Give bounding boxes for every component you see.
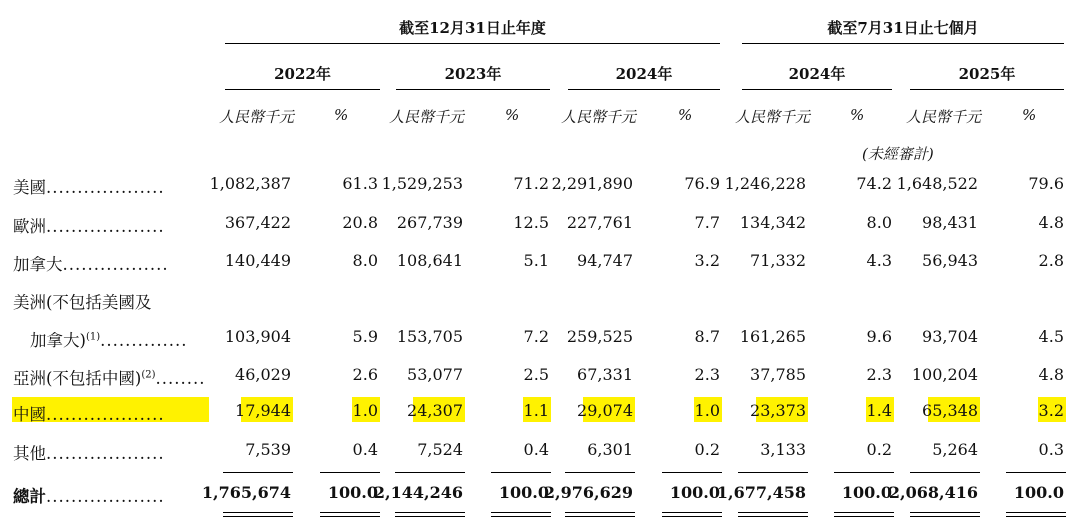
cell-pct: 1.4 xyxy=(866,401,892,420)
cell-pct: 76.9 xyxy=(684,174,720,193)
year-header: 2024年 xyxy=(788,65,846,83)
row-label xyxy=(13,401,165,425)
cell-amount: 227,761 xyxy=(566,213,633,232)
cell-pct: 0.4 xyxy=(523,440,549,459)
year-header-rule xyxy=(568,89,720,90)
cell-pct: 1.0 xyxy=(352,401,378,420)
cell-pct: 100.0 xyxy=(1013,483,1064,502)
total-double-rule-amount xyxy=(565,516,635,517)
cell-amount: 100,204 xyxy=(911,365,978,384)
cell-amount: 5,264 xyxy=(932,440,978,459)
cell-pct: 20.8 xyxy=(342,213,378,232)
cell-amount: 65,348 xyxy=(922,401,978,420)
leader-dots: ................... xyxy=(46,217,165,236)
cell-amount: 17,944 xyxy=(235,401,291,420)
total-double-rule-pct xyxy=(491,516,551,517)
cell-amount: 103,904 xyxy=(224,327,291,346)
cell-amount: 29,074 xyxy=(577,401,633,420)
leader-dots: ................... xyxy=(46,487,165,506)
cell-pct: 7.7 xyxy=(694,213,720,232)
leader-dots: ................... xyxy=(46,405,165,424)
leader-dots: ........ xyxy=(155,369,206,388)
total-double-rule-pct xyxy=(491,512,551,513)
year-header: 2025年 xyxy=(958,65,1016,83)
cell-amount: 93,704 xyxy=(922,327,978,346)
cell-pct: 0.4 xyxy=(352,440,378,459)
total-double-rule-pct xyxy=(320,512,380,513)
subtotal-rule-amount xyxy=(910,472,980,473)
cell-pct: 4.5 xyxy=(1038,327,1064,346)
cell-pct: 12.5 xyxy=(513,213,549,232)
year-header-rule xyxy=(742,89,892,90)
row-label xyxy=(13,251,169,275)
total-double-rule-pct xyxy=(320,516,380,517)
total-double-rule-amount xyxy=(223,512,293,513)
subtotal-rule-amount xyxy=(395,472,465,473)
cell-amount: 1,082,387 xyxy=(209,174,291,193)
subtotal-rule-pct xyxy=(491,472,551,473)
subtotal-rule-amount xyxy=(565,472,635,473)
cell-amount: 1,246,228 xyxy=(724,174,806,193)
row-label xyxy=(13,483,165,507)
cell-pct: 5.1 xyxy=(523,251,549,270)
cell-pct: 79.6 xyxy=(1028,174,1064,193)
subtotal-rule-pct xyxy=(834,472,894,473)
total-double-rule-amount xyxy=(738,512,808,513)
cell-pct: 71.2 xyxy=(513,174,549,193)
cell-pct: 74.2 xyxy=(856,174,892,193)
cell-pct: 2.8 xyxy=(1038,251,1064,270)
header-seven-months-rule xyxy=(742,43,1064,44)
row-label-text: 中國 xyxy=(13,405,46,424)
cell-pct: 100.0 xyxy=(669,483,720,502)
cell-pct: 0.2 xyxy=(866,440,892,459)
cell-amount: 24,307 xyxy=(407,401,463,420)
cell-pct: 4.8 xyxy=(1038,365,1064,384)
total-double-rule-pct xyxy=(1006,512,1066,513)
cell-amount: 1,648,522 xyxy=(896,174,978,193)
row-label xyxy=(13,440,165,464)
cell-amount: 1,529,253 xyxy=(381,174,463,193)
unit-pct: % xyxy=(1022,106,1037,124)
cell-pct: 2.6 xyxy=(352,365,378,384)
total-double-rule-pct xyxy=(1006,516,1066,517)
leader-dots: ................. xyxy=(62,255,169,274)
cell-amount: 2,976,629 xyxy=(543,483,633,502)
cell-amount: 140,449 xyxy=(224,251,291,270)
total-double-rule-pct xyxy=(834,516,894,517)
total-double-rule-amount xyxy=(395,512,465,513)
cell-pct: 2.3 xyxy=(694,365,720,384)
cell-amount: 94,747 xyxy=(577,251,633,270)
unit-pct: % xyxy=(850,106,865,124)
cell-pct: 5.9 xyxy=(352,327,378,346)
row-label xyxy=(13,174,165,198)
cell-amount: 7,539 xyxy=(245,440,291,459)
subtotal-rule-pct xyxy=(662,472,722,473)
year-header-rule xyxy=(910,89,1064,90)
header-annual-rule xyxy=(225,43,720,44)
total-double-rule-amount xyxy=(910,512,980,513)
cell-pct: 9.6 xyxy=(866,327,892,346)
cell-amount: 37,785 xyxy=(750,365,806,384)
cell-pct: 4.8 xyxy=(1038,213,1064,232)
cell-amount: 108,641 xyxy=(396,251,463,270)
row-label-cont xyxy=(30,327,188,351)
header-seven-months: 截至7月31日止七個月 xyxy=(827,19,979,37)
row-label xyxy=(13,365,206,389)
total-double-rule-amount xyxy=(223,516,293,517)
leader-dots: .............. xyxy=(100,331,188,350)
cell-pct: 1.1 xyxy=(523,401,549,420)
total-double-rule-pct xyxy=(834,512,894,513)
header-annual: 截至12月31日止年度 xyxy=(399,19,546,37)
cell-amount: 46,029 xyxy=(235,365,291,384)
cell-amount: 1,677,458 xyxy=(716,483,806,502)
cell-pct: 7.2 xyxy=(523,327,549,346)
year-header: 2024年 xyxy=(615,65,673,83)
cell-pct: 61.3 xyxy=(342,174,378,193)
total-double-rule-pct xyxy=(662,516,722,517)
cell-amount: 2,291,890 xyxy=(551,174,633,193)
cell-amount: 259,525 xyxy=(566,327,633,346)
cell-amount: 56,943 xyxy=(922,251,978,270)
unit-pct: % xyxy=(505,106,520,124)
row-label-text: 歐洲 xyxy=(13,217,46,236)
cell-amount: 161,265 xyxy=(739,327,806,346)
cell-amount: 3,133 xyxy=(760,440,806,459)
unaudited-note: (未經審計) xyxy=(862,145,934,163)
footnote-marker: (2) xyxy=(141,369,156,381)
cell-pct: 100.0 xyxy=(841,483,892,502)
unit-rmb: 人民幣千元 xyxy=(389,108,465,126)
year-header: 2022年 xyxy=(274,65,331,83)
unit-rmb: 人民幣千元 xyxy=(561,108,637,126)
cell-pct: 3.2 xyxy=(1038,401,1064,420)
cell-pct: 100.0 xyxy=(498,483,549,502)
row-label-text: 總計 xyxy=(13,487,46,506)
cell-amount: 71,332 xyxy=(750,251,806,270)
cell-amount: 6,301 xyxy=(587,440,633,459)
cell-pct: 1.0 xyxy=(694,401,720,420)
cell-amount: 53,077 xyxy=(407,365,463,384)
cell-pct: 0.3 xyxy=(1038,440,1064,459)
total-double-rule-amount xyxy=(910,516,980,517)
subtotal-rule-pct xyxy=(1006,472,1066,473)
subtotal-rule-pct xyxy=(320,472,380,473)
cell-amount: 367,422 xyxy=(224,213,291,232)
unit-pct: % xyxy=(678,106,693,124)
unit-rmb: 人民幣千元 xyxy=(735,108,811,126)
row-label-text: 美國 xyxy=(13,178,46,197)
unit-rmb: 人民幣千元 xyxy=(906,108,982,126)
unit-rmb: 人民幣千元 xyxy=(219,108,295,126)
cell-amount: 267,739 xyxy=(396,213,463,232)
total-double-rule-amount xyxy=(565,512,635,513)
cell-pct: 2.3 xyxy=(866,365,892,384)
subtotal-rule-amount xyxy=(738,472,808,473)
cell-amount: 98,431 xyxy=(922,213,978,232)
subtotal-rule-amount xyxy=(223,472,293,473)
leader-dots: ................... xyxy=(46,444,165,463)
cell-pct: 4.3 xyxy=(866,251,892,270)
row-label-text: 其他 xyxy=(13,444,46,463)
cell-pct: 8.7 xyxy=(694,327,720,346)
cell-amount: 67,331 xyxy=(577,365,633,384)
year-header-rule xyxy=(225,89,380,90)
row-label: 美洲(不包括美國及 xyxy=(13,293,152,312)
cell-amount: 134,342 xyxy=(739,213,806,232)
cell-amount: 2,144,246 xyxy=(373,483,463,502)
total-double-rule-pct xyxy=(662,512,722,513)
year-header-rule xyxy=(396,89,550,90)
cell-pct: 100.0 xyxy=(327,483,378,502)
footnote-marker: (1) xyxy=(85,331,101,343)
row-label-text: 加拿大 xyxy=(13,255,63,274)
cell-pct: 0.2 xyxy=(694,440,720,459)
cell-pct: 8.0 xyxy=(352,251,378,270)
unit-pct: % xyxy=(334,106,349,124)
cell-pct: 2.5 xyxy=(523,365,549,384)
cell-amount: 1,765,674 xyxy=(201,483,291,502)
total-double-rule-amount xyxy=(395,516,465,517)
cell-pct: 3.2 xyxy=(694,251,720,270)
cell-amount: 153,705 xyxy=(396,327,463,346)
year-header: 2023年 xyxy=(444,65,502,83)
row-label xyxy=(13,213,165,237)
row-label-text: 加拿大) xyxy=(30,331,86,350)
cell-amount: 23,373 xyxy=(750,401,806,420)
total-double-rule-amount xyxy=(738,516,808,517)
cell-pct: 8.0 xyxy=(866,213,892,232)
row-label-text: 亞洲(不包括中國) xyxy=(13,369,142,388)
cell-amount: 2,068,416 xyxy=(888,483,978,502)
leader-dots: ................... xyxy=(46,178,165,197)
cell-amount: 7,524 xyxy=(417,440,463,459)
